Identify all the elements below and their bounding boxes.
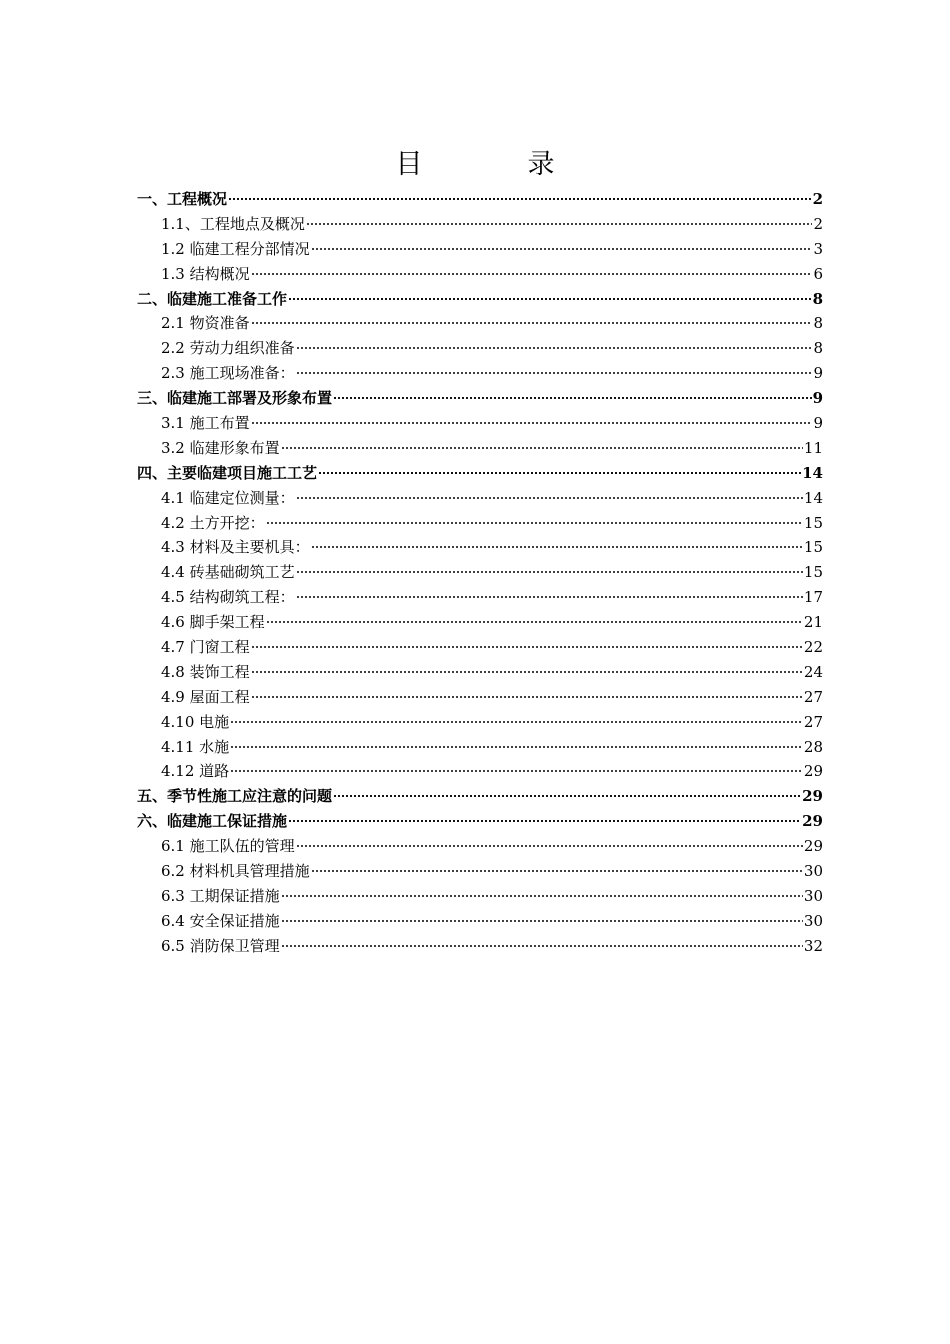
toc-entry-page-number: 29 — [802, 787, 823, 806]
toc-entry[interactable] — [137, 660, 823, 685]
toc-dot-leader — [251, 422, 813, 424]
toc-entry-label: 3.2 临建形象布置 — [161, 438, 280, 457]
toc-entry[interactable] — [137, 610, 823, 635]
toc-dot-leader — [281, 447, 803, 449]
toc-entry-label: 1.1、工程地点及概况 — [161, 214, 305, 233]
toc-entry-label: 2.1 物资准备 — [161, 314, 250, 333]
toc-dot-leader — [296, 372, 813, 374]
toc-entry[interactable] — [137, 361, 823, 386]
toc-entry-page-number: 8 — [813, 339, 823, 358]
toc-entry[interactable] — [137, 685, 823, 710]
toc-entry-label: 4.3 材料及主要机具： — [161, 538, 310, 557]
toc-dot-leader — [288, 298, 812, 300]
toc-entry[interactable] — [137, 859, 823, 884]
toc-entry-label: 4.9 屋面工程 — [161, 687, 250, 706]
toc-entry-page-number: 27 — [803, 712, 823, 731]
toc-entry-page-number: 9 — [813, 414, 823, 433]
toc-entry[interactable] — [137, 934, 823, 959]
toc-entry-page-number: 15 — [803, 563, 823, 582]
toc-entry[interactable] — [137, 237, 823, 262]
toc-entry[interactable] — [137, 735, 823, 760]
toc-entry-label: 二、临建施工准备工作 — [137, 289, 288, 308]
toc-entry[interactable] — [137, 486, 823, 511]
toc-entry-page-number: 15 — [803, 513, 823, 532]
toc-entry-label: 6.2 材料机具管理措施 — [161, 862, 310, 881]
toc-dot-leader — [228, 198, 812, 200]
toc-entry-label: 4.1 临建定位测量： — [161, 488, 295, 507]
toc-dot-leader — [251, 671, 803, 673]
toc-entry[interactable] — [137, 784, 823, 809]
toc-dot-leader — [281, 945, 803, 947]
toc-entry-page-number: 8 — [812, 289, 823, 308]
toc-dot-leader — [266, 522, 803, 524]
toc-dot-leader — [311, 546, 803, 548]
toc-entry[interactable] — [137, 884, 823, 909]
toc-entry-page-number: 21 — [803, 613, 823, 632]
toc-dot-leader — [318, 472, 801, 474]
toc-entry-page-number: 30 — [803, 886, 823, 905]
toc-entry-page-number: 14 — [802, 463, 823, 482]
toc-entry-label: 4.6 脚手架工程 — [161, 613, 265, 632]
toc-entry[interactable] — [137, 710, 823, 735]
toc-entry[interactable] — [137, 311, 823, 336]
toc-entry-label: 五、季节性施工应注意的问题 — [137, 787, 333, 806]
toc-dot-leader — [296, 571, 803, 573]
toc-entry-page-number: 30 — [803, 911, 823, 930]
toc-entry-page-number: 11 — [803, 438, 823, 457]
toc-entry[interactable] — [137, 635, 823, 660]
toc-dot-leader — [333, 795, 801, 797]
toc-dot-leader — [333, 397, 812, 399]
toc-dot-leader — [230, 770, 803, 772]
toc-entry[interactable] — [137, 212, 823, 237]
toc-entry-label: 1.2 临建工程分部情况 — [161, 239, 310, 258]
toc-entry[interactable] — [137, 511, 823, 536]
toc-entry[interactable] — [137, 187, 823, 212]
toc-entry-label: 6.3 工期保证措施 — [161, 886, 280, 905]
toc-entry-page-number: 30 — [803, 862, 823, 881]
toc-entry-page-number: 22 — [803, 638, 823, 657]
toc-dot-leader — [230, 721, 803, 723]
toc-dot-leader — [281, 895, 803, 897]
table-of-contents — [137, 187, 823, 959]
toc-entry-page-number: 17 — [803, 588, 823, 607]
toc-entry-page-number: 24 — [803, 662, 823, 681]
toc-entry-label: 6.1 施工队伍的管理 — [161, 837, 295, 856]
toc-entry[interactable] — [137, 436, 823, 461]
toc-entry[interactable] — [137, 386, 823, 411]
toc-entry[interactable] — [137, 809, 823, 834]
toc-dot-leader — [306, 223, 813, 225]
toc-entry-page-number: 29 — [803, 762, 823, 781]
toc-dot-leader — [251, 273, 813, 275]
toc-entry-page-number: 14 — [803, 488, 823, 507]
toc-entry-label: 3.1 施工布置 — [161, 414, 250, 433]
toc-entry-page-number: 28 — [803, 737, 823, 756]
toc-entry-label: 六、临建施工保证措施 — [137, 812, 288, 831]
toc-entry-page-number: 9 — [813, 364, 823, 383]
toc-dot-leader — [311, 870, 803, 872]
toc-entry-label: 三、临建施工部署及形象布置 — [137, 389, 333, 408]
toc-entry[interactable] — [137, 759, 823, 784]
toc-title — [0, 145, 950, 185]
toc-entry-label: 4.12 道路 — [161, 762, 230, 781]
toc-entry-label: 1.3 结构概况 — [161, 264, 250, 283]
toc-entry[interactable] — [137, 336, 823, 361]
toc-entry[interactable] — [137, 560, 823, 585]
toc-entry-page-number: 9 — [812, 389, 823, 408]
toc-dot-leader — [296, 845, 803, 847]
toc-entry[interactable] — [137, 461, 823, 486]
toc-entry-label: 4.4 砖基础砌筑工艺 — [161, 563, 295, 582]
toc-dot-leader — [311, 248, 813, 250]
toc-entry-label: 4.10 电施 — [161, 712, 230, 731]
toc-dot-leader — [251, 646, 803, 648]
toc-entry-label: 4.5 结构砌筑工程： — [161, 588, 295, 607]
toc-entry[interactable] — [137, 585, 823, 610]
toc-entry-page-number: 29 — [803, 837, 823, 856]
toc-dot-leader — [288, 820, 801, 822]
toc-dot-leader — [230, 746, 803, 748]
toc-dot-leader — [266, 621, 803, 623]
toc-dot-leader — [251, 696, 803, 698]
toc-entry-page-number: 32 — [803, 936, 823, 955]
toc-entry[interactable] — [137, 909, 823, 934]
toc-entry-label: 6.5 消防保卫管理 — [161, 936, 280, 955]
toc-dot-leader — [251, 322, 813, 324]
toc-entry[interactable] — [137, 535, 823, 560]
toc-entry-label: 4.11 水施 — [161, 737, 230, 756]
toc-entry-page-number: 8 — [813, 314, 823, 333]
toc-entry-label: 4.8 装饰工程 — [161, 662, 250, 681]
toc-entry[interactable] — [137, 287, 823, 312]
toc-title-left: 目 — [395, 149, 423, 180]
toc-entry-page-number: 15 — [803, 538, 823, 557]
toc-entry-page-number: 2 — [813, 214, 823, 233]
toc-dot-leader — [296, 497, 803, 499]
toc-entry[interactable] — [137, 411, 823, 436]
toc-entry-label: 4.7 门窗工程 — [161, 638, 250, 657]
toc-entry-label: 2.2 劳动力组织准备 — [161, 339, 295, 358]
toc-entry-page-number: 2 — [812, 190, 823, 208]
toc-entry-label: 2.3 施工现场准备： — [161, 364, 295, 383]
toc-dot-leader — [296, 347, 813, 349]
toc-entry[interactable] — [137, 262, 823, 287]
toc-entry[interactable] — [137, 834, 823, 859]
toc-entry-label: 四、主要临建项目施工工艺 — [137, 463, 318, 482]
toc-dot-leader — [281, 920, 803, 922]
toc-entry-page-number: 3 — [813, 239, 823, 258]
toc-entry-page-number: 29 — [802, 812, 823, 831]
toc-entry-page-number: 27 — [803, 687, 823, 706]
toc-entry-label: 6.4 安全保证措施 — [161, 911, 280, 930]
toc-dot-leader — [296, 596, 803, 598]
toc-title-right: 录 — [527, 149, 555, 180]
toc-entry-label: 4.2 土方开挖： — [161, 513, 265, 532]
toc-entry-label: 一、工程概况 — [137, 190, 228, 208]
toc-entry-page-number: 6 — [813, 264, 823, 283]
